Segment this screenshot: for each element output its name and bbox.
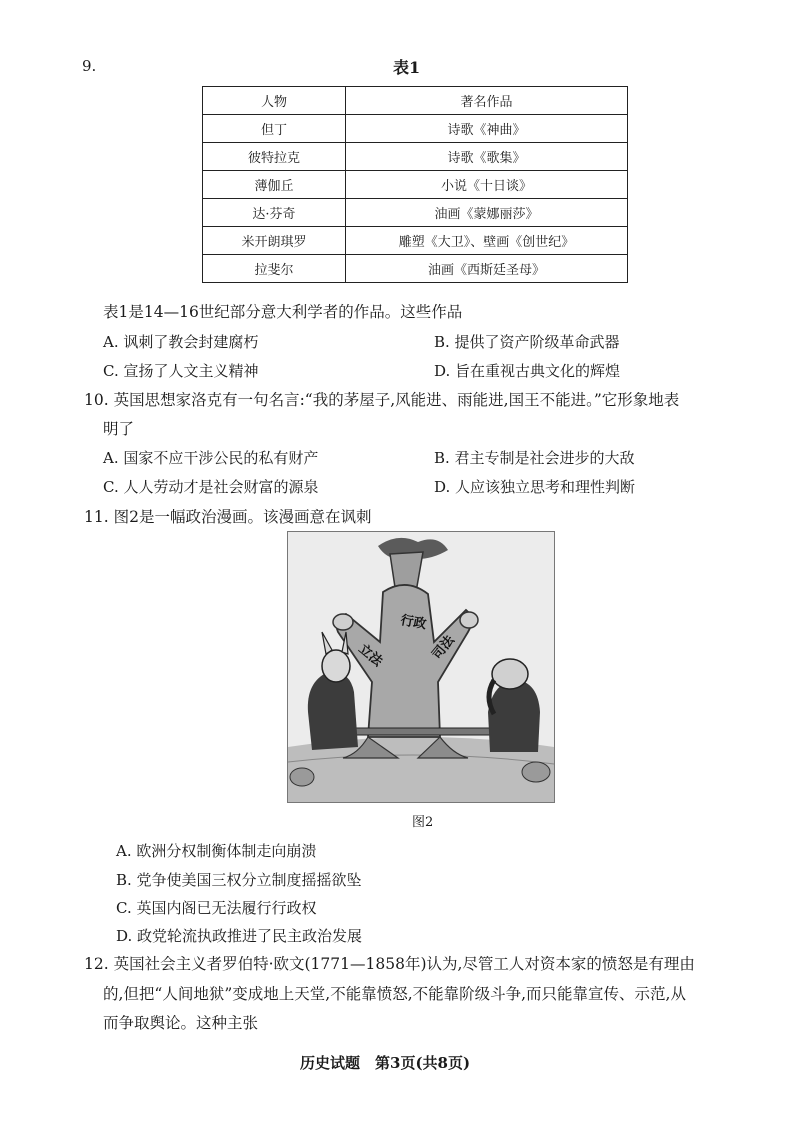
table-cell: 小说《十日谈》 [346,171,628,199]
q10-option-d[interactable]: D. 人应该独立思考和理性判断 [434,478,636,496]
q10-stem-line1: 10. 英国思想家洛克有一句名言:“我的茅屋子,风能进、雨能进,国王不能进。”它形象地表 [84,391,680,409]
table-row [203,227,628,255]
cartoon-illustration [288,532,554,802]
table-cell: 油画《西斯廷圣母》 [346,255,628,283]
table-cell: 米开朗琪罗 [203,227,346,255]
q10-option-c[interactable]: C. 人人劳动才是社会财富的源泉 [103,478,319,496]
table-cell: 雕塑《大卫》、壁画《创世纪》 [346,227,628,255]
table-cell: 诗歌《歌集》 [346,143,628,171]
table-caption: 表1 [393,58,421,77]
table-cell: 诗歌《神曲》 [346,115,628,143]
cartoon-label-legislative: 立法 [355,641,385,670]
table-row [203,115,628,143]
q11-option-d[interactable]: D. 政党轮流执政推进了民主政治发展 [116,927,363,945]
figure-caption: 图2 [412,815,434,830]
table-row [203,199,628,227]
q9-stem: 表1是14—16世纪部分意大利学者的作品。这些作品 [103,303,463,321]
table-cell: 彼特拉克 [203,143,346,171]
table-cell: 薄伽丘 [203,171,346,199]
q12-stem-line3: 而争取舆论。这种主张 [103,1014,259,1032]
cartoon-label-executive: 行政 [399,613,428,633]
table-header-cell: 人物 [203,87,346,115]
q11-stem: 11. 图2是一幅政治漫画。该漫画意在讽刺 [84,508,372,526]
q10-option-a[interactable]: A. 国家不应干涉公民的私有财产 [103,449,319,467]
table-cell: 但丁 [203,115,346,143]
table-cell: 油画《蒙娜丽莎》 [346,199,628,227]
table-row [203,255,628,283]
table-cell: 拉斐尔 [203,255,346,283]
political-cartoon [287,531,555,803]
q10-option-b[interactable]: B. 君主专制是社会进步的大敌 [434,449,635,467]
table-header-row [203,87,628,115]
q11-option-c[interactable]: C. 英国内阁已无法履行行政权 [116,899,317,917]
table-cell: 达·芬奇 [203,199,346,227]
q9-option-a[interactable]: A. 讽刺了教会封建腐朽 [103,333,259,351]
q9-option-d[interactable]: D. 旨在重视古典文化的辉煌 [434,362,621,380]
page-footer: 历史试题 第3页(共8页) [300,1054,471,1072]
q9-number: 9. [82,57,97,75]
works-table [202,86,628,283]
q12-stem-line2: 的,但把“人间地狱”变成地上天堂,不能靠愤怒,不能靠阶级斗争,而只能靠宣传、示范,从 [103,985,686,1003]
cartoon-label-judicial: 司法 [429,633,458,663]
table-header-cell: 著名作品 [346,87,628,115]
q9-option-c[interactable]: C. 宣扬了人文主义精神 [103,362,259,380]
table-row [203,143,628,171]
q11-option-b[interactable]: B. 党争使美国三权分立制度摇摇欲坠 [116,871,362,889]
q9-option-b[interactable]: B. 提供了资产阶级革命武器 [434,333,620,351]
q10-stem-line2: 明了 [103,420,135,438]
q12-stem-line1: 12. 英国社会主义者罗伯特·欧文(1771—1858年)认为,尽管工人对资本家的愤怒是有理由 [84,955,695,973]
q11-option-a[interactable]: A. 欧洲分权制衡体制走向崩溃 [116,842,317,860]
table-row [203,171,628,199]
